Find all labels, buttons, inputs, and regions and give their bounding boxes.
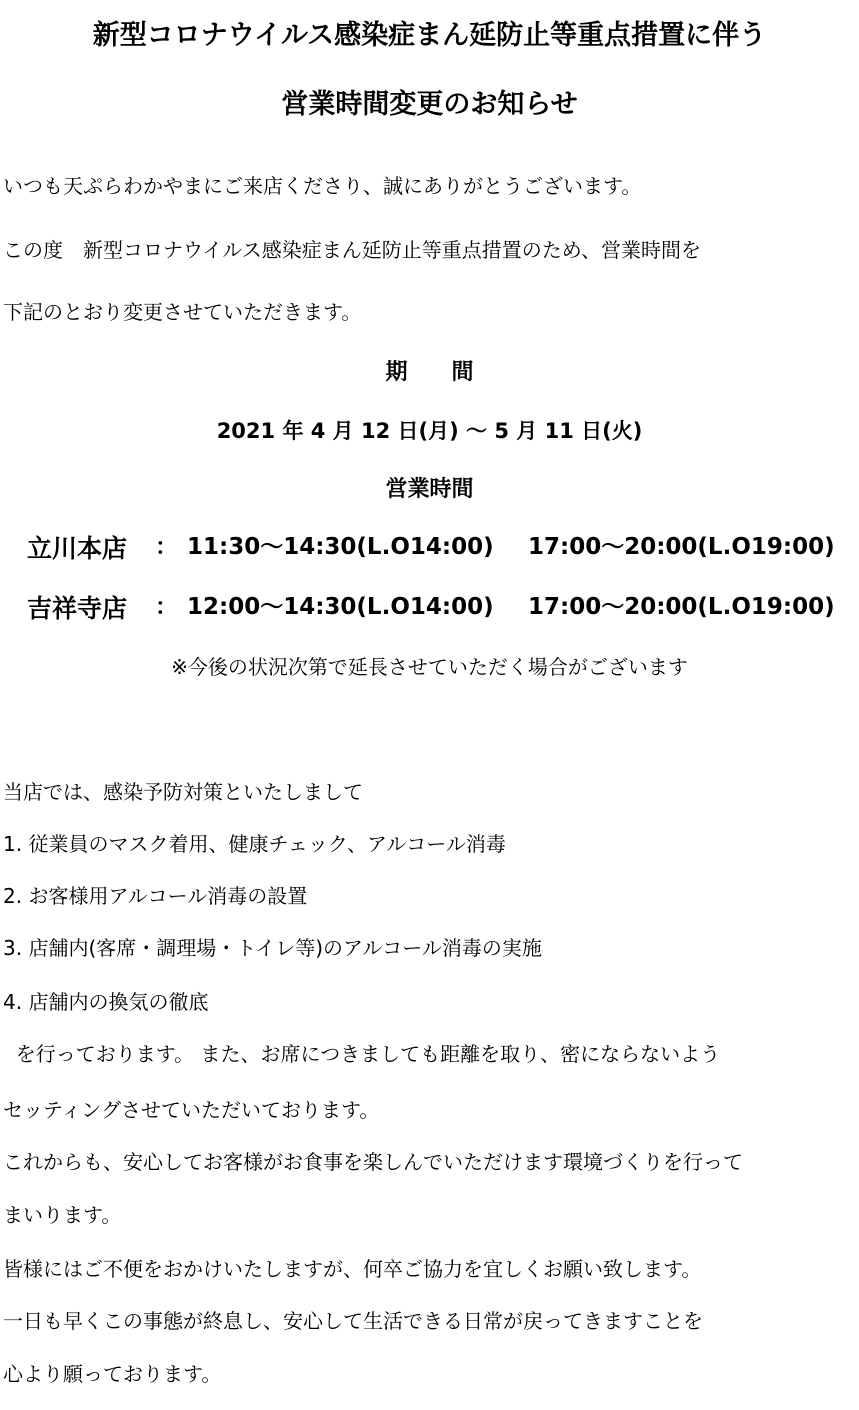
store-lunch-hours: 12:00〜14:30(L.O14:00) xyxy=(187,594,494,620)
measures-intro: 当店では、感染予防対策といたしまして xyxy=(3,780,363,804)
notice-title-line-2: 営業時間変更のお知らせ xyxy=(281,89,578,120)
notice-title-line-1: 新型コロナウイルス感染症まん延防止等重点措置に伴う xyxy=(92,20,767,51)
intro-line: いつも天ぷらわかやまにご来店くださり、誠にありがとうございます。 xyxy=(3,174,642,198)
closing-line: 皆様にはご不便をおかけいたしますが、何卒ご協力を宜しくお願い致します。 xyxy=(3,1257,702,1281)
measure-item: 1. 従業員のマスク着用、健康チェック、アルコール消毒 xyxy=(3,832,506,856)
closing-line: 心より願っております。 xyxy=(3,1362,222,1386)
store-hours-row-kichijoji xyxy=(0,596,859,630)
measure-item: 3. 店舗内(客席・調理場・トイレ等)のアルコール消毒の実施 xyxy=(3,936,542,960)
store-dinner-hours: 17:00〜20:00(L.O19:00) xyxy=(528,594,835,620)
store-colon: ： xyxy=(155,594,178,620)
intro-line: 下記のとおり変更させていただきます。 xyxy=(3,300,362,324)
closing-line: これからも、安心してお客様がお食事を楽しんでいただけます環境づくりを行って xyxy=(3,1150,743,1174)
store-hours-row-tachikawa xyxy=(0,536,859,570)
period-heading: 期 間 xyxy=(385,360,474,385)
closing-line: まいります。 xyxy=(3,1203,122,1227)
store-lunch-hours: 11:30〜14:30(L.O14:00) xyxy=(187,534,494,560)
closing-line: を行っております。 また、お席につきましても距離を取り、密にならないよう xyxy=(3,1042,721,1066)
store-colon: ： xyxy=(155,534,178,560)
store-name: 立川本店 xyxy=(27,534,128,563)
store-dinner-hours: 17:00〜20:00(L.O19:00) xyxy=(528,534,835,560)
closing-line: セッティングさせていただいております。 xyxy=(3,1098,380,1122)
extension-note: ※今後の状況次第で延長させていただく場合がございます xyxy=(171,655,688,679)
period-value: 2021 年 4 月 12 日(月) 〜 5 月 11 日(火) xyxy=(216,419,643,443)
store-name: 吉祥寺店 xyxy=(27,594,128,623)
measure-item: 4. 店舗内の換気の徹底 xyxy=(3,990,209,1014)
closing-line: 一日も早くこの事態が終息し、安心して生活できる日常が戻ってきますことを xyxy=(3,1309,703,1333)
intro-line: この度 新型コロナウイルス感染症まん延防止等重点措置のため、営業時間を xyxy=(3,238,701,262)
hours-heading: 営業時間 xyxy=(385,477,474,502)
measure-item: 2. お客様用アルコール消毒の設置 xyxy=(3,884,308,908)
